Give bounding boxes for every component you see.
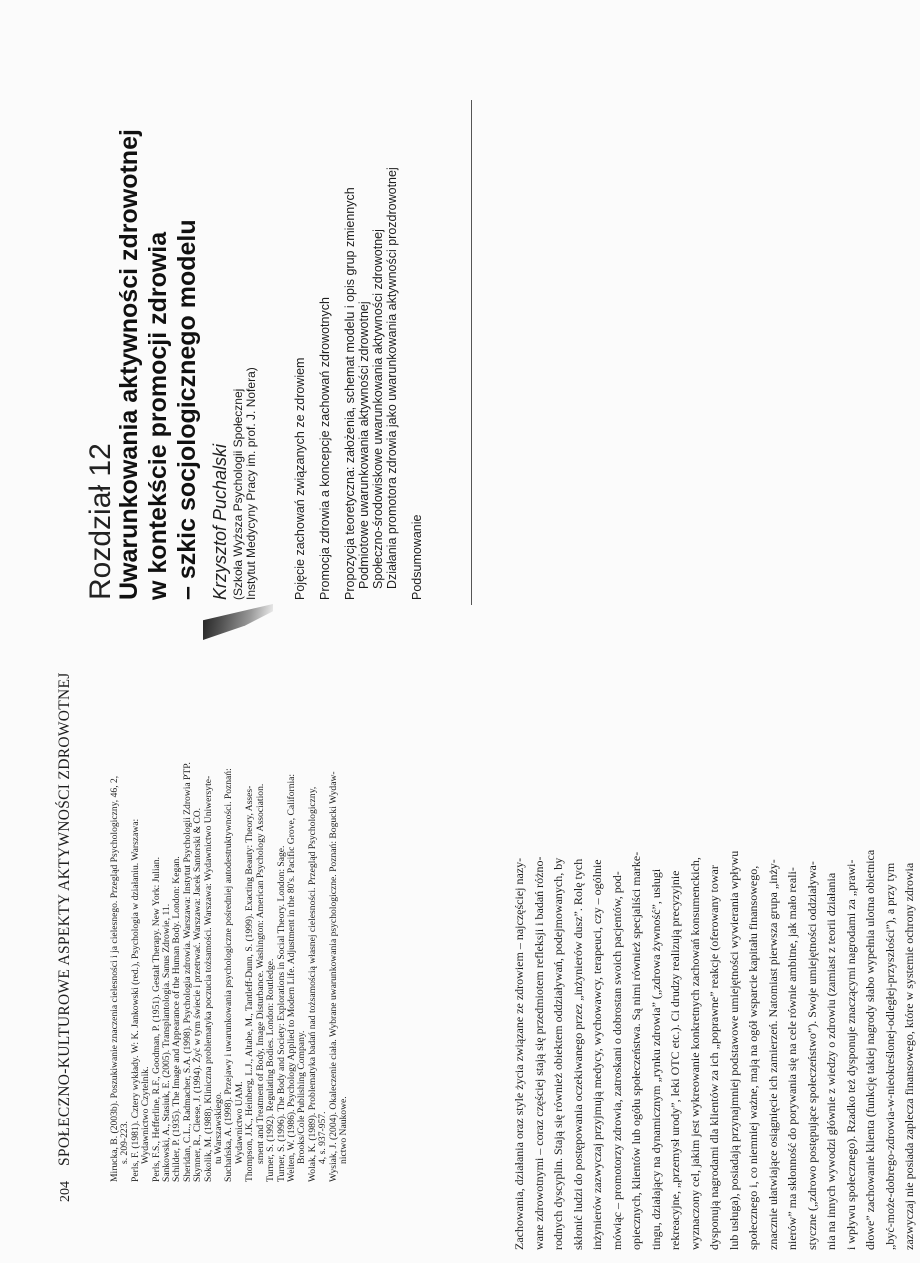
affiliation-line: Instytut Medycyny Pracy im. prof. J. Nofera)	[244, 367, 258, 600]
reference-line: Turner, S. (1992). Regulating Bodies. London: Routledge.	[265, 958, 277, 1182]
running-head: SPOŁECZNO-KULTUROWE ASPEKTY AKTYWNOŚCI ZDROWOTNEJ	[56, 672, 73, 1166]
reference-line: Wydawnictwo Czytelnik.	[140, 1066, 152, 1164]
body-line: nia na innych wywodzi głównie z wiedzy o zdrowiu (zamiast z teorii działania	[824, 872, 838, 1250]
body-line: mówiąc – promotorzy zdrowia, zatroskani o dobrostan swoich pacjentów, pod-	[609, 871, 624, 1250]
reference-line: tu Warszawskiego.	[213, 1091, 225, 1164]
body-line: tingu, działający na dynamicznym „rynku zdrowia” („zdrowa żywność”, usługi	[648, 868, 663, 1250]
reference-line: Turner, S. (1996). The Body and Society: Explorations in Social Theory. London: Sage.	[275, 845, 287, 1182]
body-line: inżynierów zazwyczaj przyjmują medycy, wychowawcy, terapeuci, czy – ogólnie	[590, 859, 604, 1250]
section-divider	[471, 100, 472, 605]
reference-line: 4, s. 937-957.	[317, 1111, 329, 1164]
toc-subitem: Społeczno-środowiskowe uwarunkowania aktywności zdrowotnej	[371, 229, 385, 589]
chapter-title	[115, 129, 202, 600]
author-affiliation	[232, 367, 258, 600]
reference-line: Schilder, P. (1935). The Image and Appearance of the Human Body. London: Kegan.	[171, 856, 183, 1182]
reference-line: Wydawnictwo UAM.	[233, 1081, 245, 1164]
body-line: i wpływu społecznego). Rzadko też dysponuje znaczącymi nagrodami za „prawi-	[843, 859, 858, 1250]
chapter-title-line: – szkic socjologicznego modelu	[173, 219, 201, 600]
toc-subitem: Działania promotora zdrowia jako uwarunkowania aktywności prozdrowotnej	[385, 167, 399, 589]
body-line: nierów” ma skłonność do porywania się na cele równie ambitne, jak mało reali-	[785, 867, 799, 1250]
toc-subitem: Podmiotowe uwarunkowania aktywności zdrowotnej	[357, 301, 371, 589]
reference-line: Skynner, R., Cleese, J. (1994). Żyć w tym świecie i przetrwać. Warszawa: Jacek Santorski & CO.	[192, 807, 204, 1182]
reference-line: Wolak, K. (1989). Problematyka badań nad tożsamością własnej cielesności. Przegląd Psychologiczny,	[306, 786, 318, 1182]
reference-line: Sokolik, M. (1988). Kliniczna problematyka poczucia tożsamości. Warszawa: Wydawnictwo Uniwersyte-	[202, 775, 214, 1182]
reference-line: Suchańska, A. (1998). Przejawy i uwarunkowania psychologiczne pośredniej autodestruktywności. Poznań:	[223, 768, 235, 1182]
toc-item: Promocja zdrowia a koncepcje zachowań zdrowotnych	[318, 297, 332, 600]
chapter-title-line: Uwarunkowania aktywności zdrowotnej	[115, 129, 143, 600]
body-line: opiecznych, klientów lub ogółu społeczeństwa. Są nimi również specjaliści marke-	[629, 851, 643, 1250]
chapter-label: Rozdział 12	[84, 443, 117, 600]
reference-line: Wysiak, J. (2004). Okaleczenie ciała. Wybrane uwarunkowania psychologiczne. Poznań: Bogucki Wydaw-	[327, 771, 339, 1182]
body-line: styczne („zdrowo postępujące społeczeństwo”). Swoje umiejętności oddziaływa-	[804, 861, 819, 1250]
chapter-title-line: w kontekście promocji zdrowia	[144, 231, 172, 600]
reference-line: nictwo Naukowe.	[337, 1096, 349, 1164]
body-line: wane zdrowotnymi – coraz częściej stają się przedmiotem refleksji i badań różno-	[531, 856, 546, 1250]
body-line: rodnych dyscyplin. Stają się również obiektem oddziaływań, podejmowanych, by	[551, 857, 565, 1250]
toc-item: Podsumowanie	[410, 514, 424, 600]
author-name: Krzysztof Puchalski	[210, 443, 230, 600]
body-line: skłonić ludzi do postępowania oczekiwanego przez „inżynierów dusz”. Rolę tych	[570, 858, 585, 1250]
body-line: „być-może-dobrego-zdrowia-w-nieokreślonej-odległej-przyszłości”), a przy tym	[882, 862, 897, 1250]
body-line: znacznie ułatwiające osiągnięcie ich zamierzeń. Natomiast pierwsza grupa „inży-	[765, 859, 780, 1250]
reference-line: Weiten, W. (1986). Psychology Applied to Modern Life. Adjustment in the 80's. Pacific Grove, California:	[285, 773, 297, 1182]
reference-line: sment and Treatment of Body, Image Disturbance. Washington: American Psychology Association.	[254, 783, 266, 1164]
body-line: rekreacyjne, „przemysł urody”, leki OTC etc.). Ci drudzy realizują precyzyjnie	[668, 870, 682, 1250]
reference-line: Thompson, J.K., Heinberg, L.J., Altabe, M., Tantleff-Dunn, S. (1999). Exacting Beauty: Theory, Asses-	[244, 785, 256, 1182]
toc-item: Pojęcie zachowań związanych ze zdrowiem	[293, 357, 307, 600]
chapter-contents	[293, 167, 424, 600]
body-line: zazwyczaj nie posiada zaplecza finansowego, które w systemie ochrony zdrowia	[902, 862, 916, 1250]
page-number: 204	[58, 1181, 73, 1202]
reference-line: Sankowski, A., Stasiuk, E. (2005). Transplantologia. Sanus Zdrowie, 11.	[161, 903, 173, 1182]
reference-line: Perls, F.S., Hefferline, R.F., Goodman, P. (1951). Gestalt Therapy. New York: Julian.	[150, 857, 162, 1182]
body-line: wyznaczony cel, jakim jest wykreowanie konkretnych zachowań konsumenckich,	[687, 857, 702, 1250]
body-paragraph	[510, 850, 920, 1250]
body-line: dysponują nagrodami dla klientów za ich „poprawne” reakcje (oferowany towar	[707, 865, 721, 1250]
body-line: Zachowania, działania oraz style życia związane ze zdrowiem – najczęściej nazy-	[512, 857, 526, 1250]
affiliation-line: (Szkoła Wyższa Psychologii Społecznej	[231, 388, 245, 600]
reference-line: Sheridan, C.L., Radmacher, S.A. (1998). Psychologia zdrowia. Warszawa: Instytut Psychologii Zdrowia PTP.	[181, 762, 193, 1182]
body-line: lub usługa), posiadają przynajmniej podstawowe umiejętności wywierania wpływu	[726, 850, 741, 1250]
reference-line: Mirucka, B. (2003b). Poszukiwanie znaczenia cielesności i ja cielesnego. Przegląd Psychologiczny, 46, 2,	[109, 775, 120, 1182]
toc-item: Propozycja teoretyczna: założenia, schemat modelu i opis grup zmiennych	[343, 187, 357, 600]
reference-line: s. 209-223.	[119, 1121, 131, 1164]
body-line: dłowe” zachowanie klienta (funkcję takiej nagrody słabo wypełnia ulotna obietnica	[863, 849, 877, 1250]
reference-line: Perls, F. (1981). Cztery wykłady. W: K. Jankowski (red.), Psychologia w działaniu. Warszawa:	[129, 818, 141, 1182]
reference-line: Brooks/Cole Publishing Company.	[296, 1030, 308, 1164]
body-line: społecznego i, co niemniej ważne, mają na ogół wsparcie kapitału finansowego,	[746, 865, 760, 1250]
